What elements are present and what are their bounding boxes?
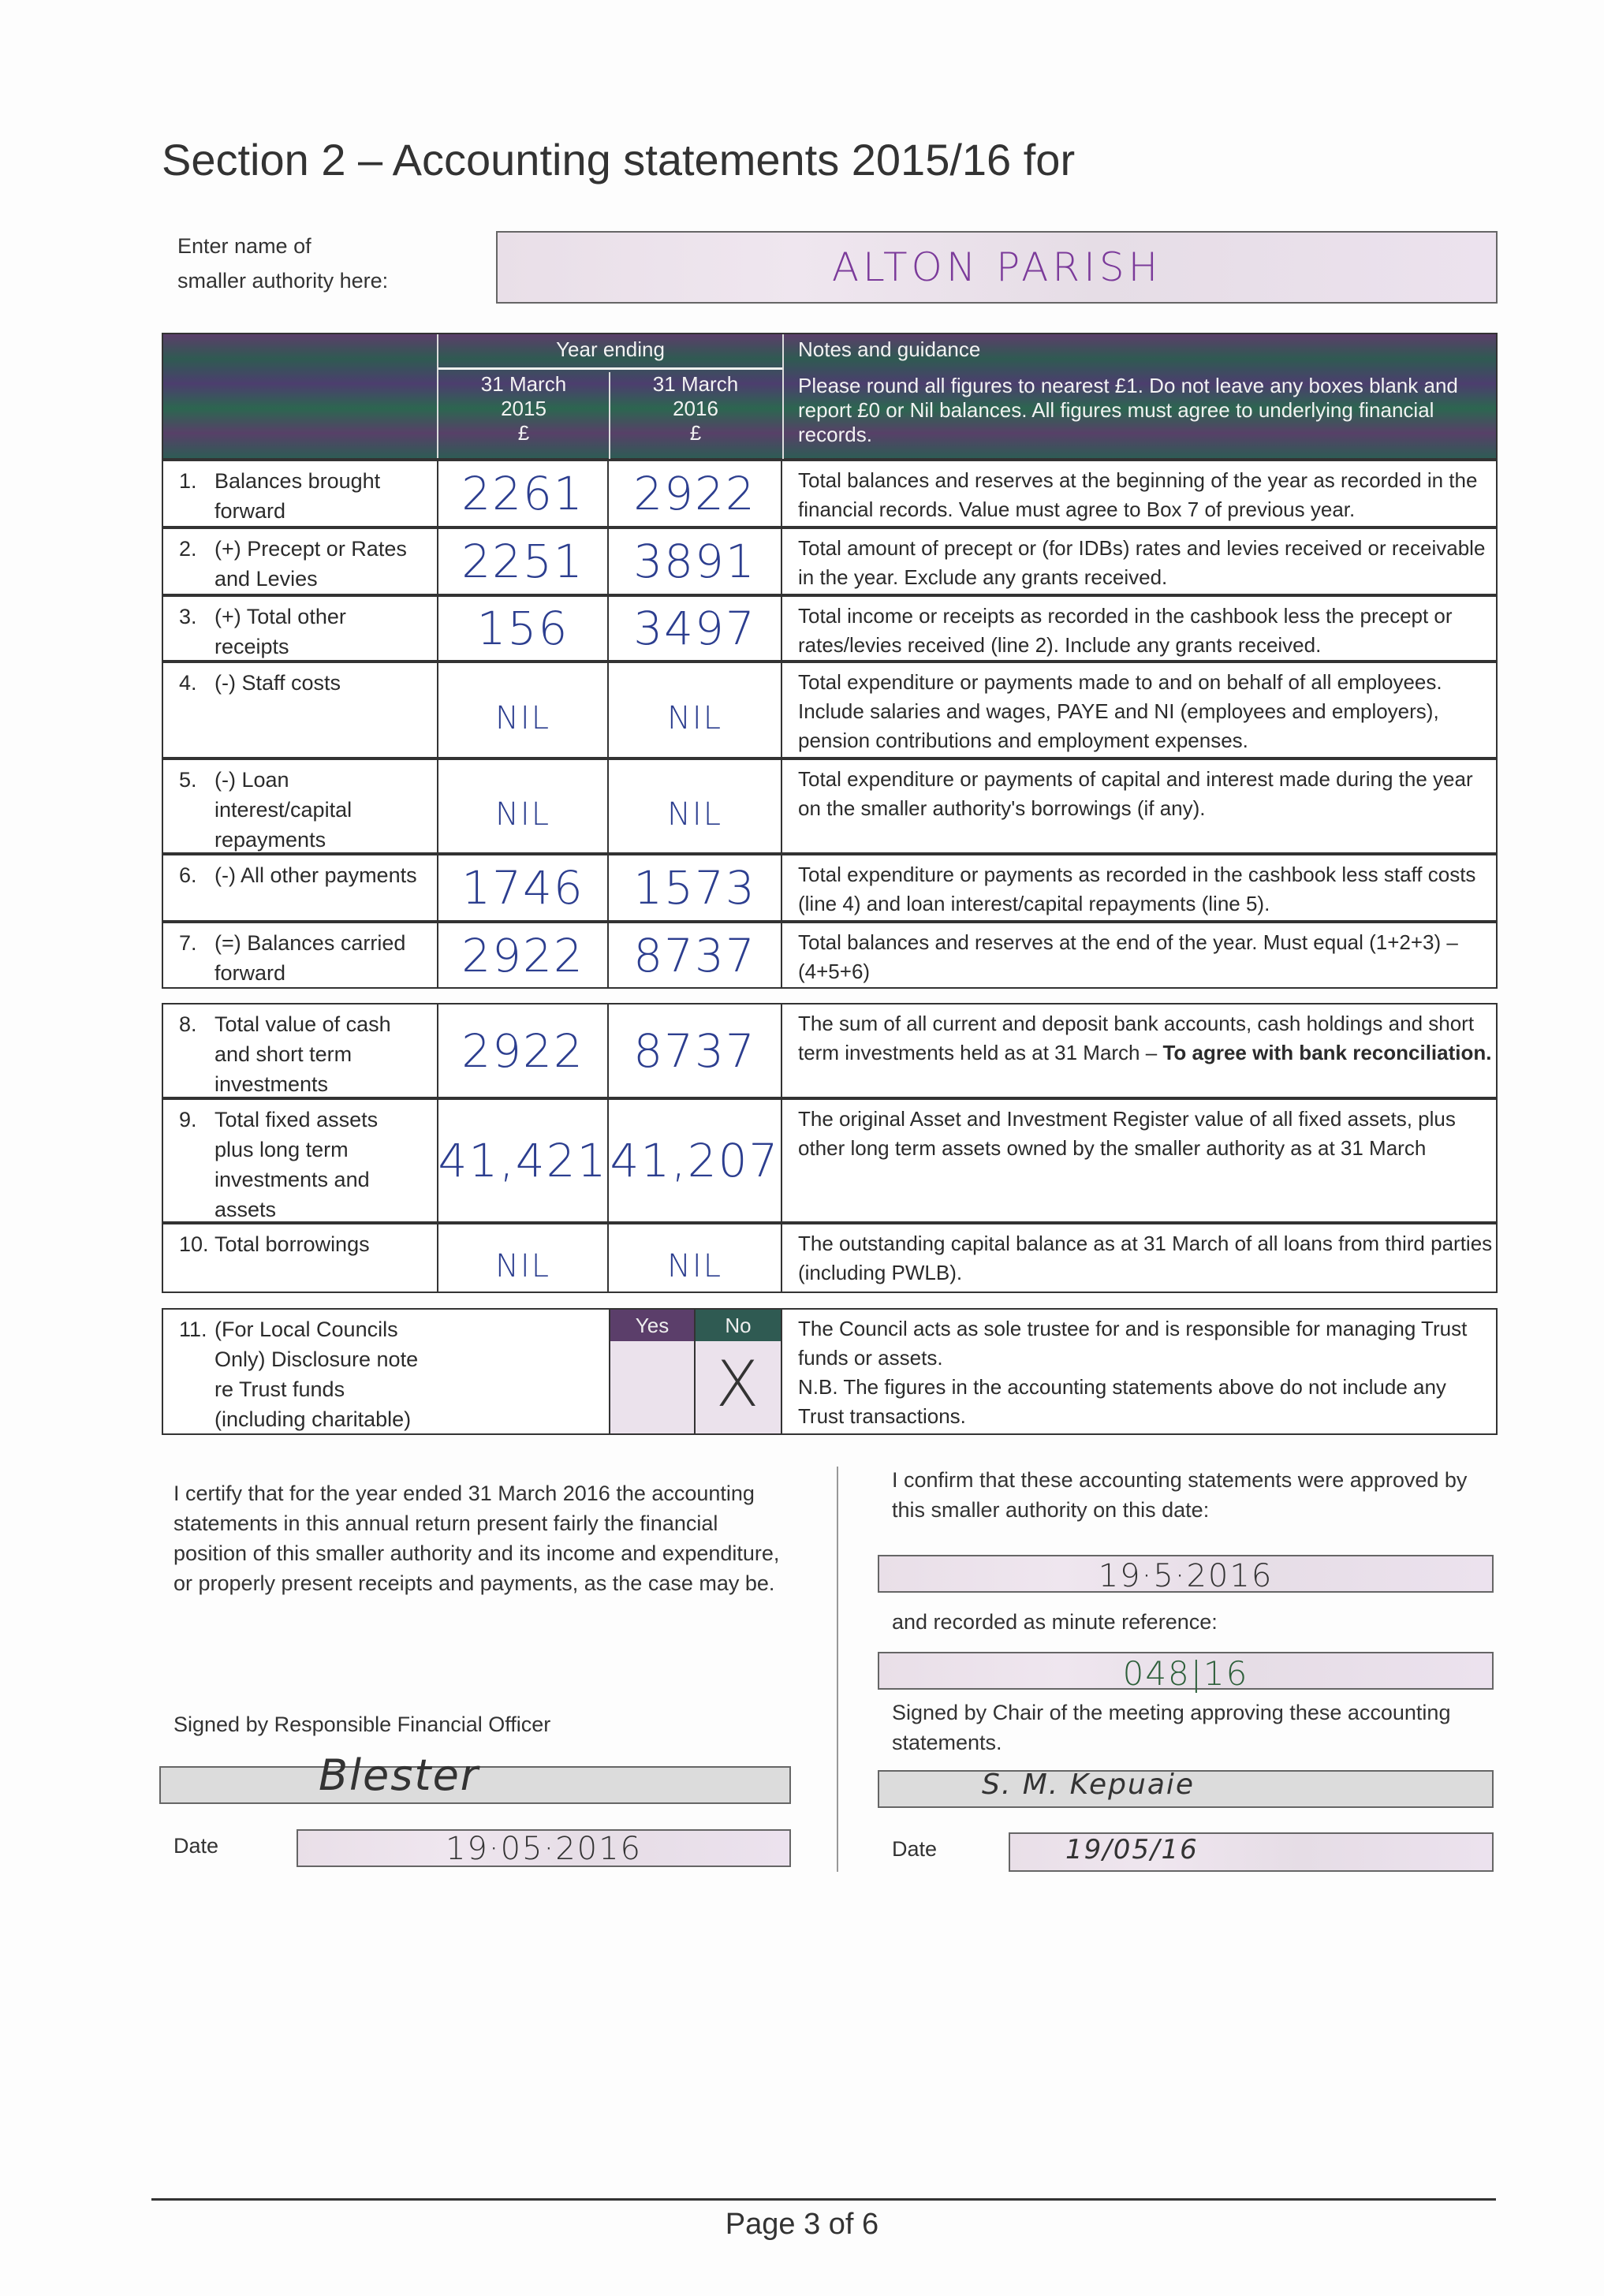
value-2016-cell[interactable] [609,1100,782,1221]
row-number: 2. [179,537,197,561]
trust-no-box[interactable] [696,1310,782,1433]
rfo-date-label: Date [173,1834,219,1858]
page-number: Page 3 of 6 [725,2208,879,2241]
trust-yes-label: Yes [635,1314,670,1337]
authority-label-line1: Enter name of [177,234,311,258]
row-number: 3. [179,605,197,628]
row-note-text: The outstanding capital balance as at 31 March of all loans from third parties (including PWLB). [798,1232,1493,1284]
value-2016: 2922 [633,467,756,520]
row-note-bold: To agree with bank reconciliation. [1162,1041,1492,1064]
header-2015-line1: 31 March [480,372,567,396]
table-row [162,1098,1498,1223]
row-label-text: (-) Staff costs [214,671,341,695]
header-notes-title: Notes and guidance [798,337,981,361]
value-2015: 2251 [461,535,584,588]
chair-signature: S. M. Kepuaie [982,1769,1196,1801]
table-row [162,854,1498,922]
row-note [782,663,1496,757]
approval-date: 19·5·2016 [1098,1558,1274,1594]
value-2015-cell[interactable] [438,1224,609,1292]
header-notes-text: Please round all figures to nearest £1. Do not leave any boxes blank and report £0 or Nil balances. All figures must agree to underlying financial records. [798,374,1458,446]
row-note-text: Total balances and reserves at the end of the year. Must equal (1+2+3) – (4+5+6) [798,930,1458,983]
value-2016: 8737 [633,928,756,982]
row-label [163,597,438,660]
trust-yes-box[interactable] [609,1310,696,1433]
trust-no-mark: X [715,1347,761,1421]
row-number: 7. [179,931,197,955]
value-2015-cell[interactable] [438,1004,609,1097]
row-note [782,597,1496,660]
value-2016: 8737 [633,1023,756,1078]
row-number: 4. [179,671,197,695]
trust-row [162,1308,1498,1435]
trust-note-1: The Council acts as sole trustee for and is responsible for managing Trust funds or assets. [798,1317,1468,1370]
header-2015-line3: £ [517,421,530,445]
table-row [162,527,1498,595]
trust-note-2: N.B. The figures in the accounting statements above do not include any Trust transactions. [798,1375,1446,1428]
chair-signature-field[interactable] [878,1770,1494,1808]
minute-reference: 048|16 [1122,1654,1249,1693]
chair-date-label: Date [892,1837,938,1861]
header-2016-line3: £ [689,421,702,445]
table-row [162,460,1498,527]
table-row [162,1223,1498,1293]
trust-no-label: No [725,1314,752,1337]
value-2016-cell[interactable] [609,663,782,757]
row-label [163,529,438,594]
value-2015-cell[interactable] [438,760,609,852]
value-2015-cell[interactable] [438,529,609,594]
authority-label [177,229,388,298]
trust-note [782,1310,1496,1433]
row-note-text: The original Asset and Investment Register value of all fixed assets, plus other long term assets owned by the smaller authority as at 31 March [798,1107,1456,1160]
value-2016-cell[interactable] [609,461,782,526]
row-label [163,461,438,526]
value-2016: 41,207 [610,1134,780,1187]
row-label-text: (=) Balances carried forward [214,931,406,985]
value-2016: 3497 [633,602,756,655]
value-2016-cell[interactable] [609,1224,782,1292]
row-note [782,1004,1496,1097]
value-2015: 2922 [461,928,584,982]
header-divider-v [782,334,784,458]
trust-num: 11. [179,1318,207,1341]
row-label-text: (+) Total other receipts [214,605,346,658]
table-header [162,333,1498,460]
value-2016: NIL [666,1247,722,1284]
value-2015-cell[interactable] [438,663,609,757]
row-label-text: Total borrowings [214,1232,370,1256]
approval-text: I confirm that these accounting statements were approved by this smaller authority on this date: [892,1468,1468,1522]
row-note-text: Total expenditure or payments of capital and interest made during the year on the smaller authority's borrowings (if any). [798,767,1473,820]
authority-name-field[interactable] [496,231,1498,304]
value-2015: 1746 [461,861,584,915]
value-2015: NIL [494,1247,550,1284]
row-note [782,461,1496,526]
chair-date: 19/05/16 [1065,1834,1199,1866]
row-note [782,923,1496,987]
row-note-text: Total expenditure or payments made to and on behalf of all employees. Include salaries and wages, PAYE and NI (employees and employers), pension contributions and employment expenses. [798,670,1442,752]
table-row [162,758,1498,854]
rfo-date: 19·05·2016 [445,1831,643,1867]
value-2016-cell[interactable] [609,760,782,852]
value-2015-cell[interactable] [438,1100,609,1221]
header-2015 [438,372,610,459]
column-divider [837,1467,838,1872]
table-row [162,1003,1498,1098]
row-note-text: Total income or receipts as recorded in the cashbook less the precept or rates/levies received (line 2). Include any grants received. [798,604,1453,657]
value-2015-cell[interactable] [438,923,609,987]
row-number: 5. [179,768,197,792]
value-2016: NIL [666,699,722,736]
footer-rule [151,2198,1496,2201]
row-label-text: Balances brought forward [214,469,381,523]
row-number: 9. [179,1108,197,1131]
value-2015: 2261 [461,467,584,520]
table-row [162,922,1498,989]
header-2016-line2: 2016 [673,397,718,420]
row-label [163,855,438,920]
chair-date-field[interactable] [1009,1832,1494,1872]
value-2015: 156 [476,602,569,655]
header-2015-line2: 2015 [501,397,546,420]
rfo-certification-text: I certify that for the year ended 31 March 2016 the accounting statements in this annual return present fairly the financial position of this smaller authority and its income and expenditure, or properly present receipts and payments, as the case may be. [173,1482,780,1595]
row-note [782,529,1496,594]
row-label-text: Total fixed assets plus long term investments and assets [214,1108,379,1221]
minute-field[interactable] [878,1652,1494,1693]
value-2015: NIL [494,699,550,736]
header-2016-line1: 31 March [652,372,739,396]
value-2015-cell[interactable] [438,597,609,660]
value-2016: 3891 [633,535,756,588]
row-number: 8. [179,1012,197,1036]
row-label-text: (-) Loan interest/capital repayments [214,768,353,852]
minute-label: and recorded as minute reference: [892,1610,1218,1634]
row-label [163,663,438,757]
page-title: Section 2 – Accounting statements 2015/16 for [162,135,1076,184]
row-label-text: Total value of cash and short term investments [214,1012,391,1096]
row-label [163,923,438,987]
row-note-text: The sum of all current and deposit bank accounts, cash holdings and short term investments held as at 31 March – [798,1012,1475,1064]
row-note [782,855,1496,920]
value-2016-cell[interactable] [609,923,782,987]
row-note-text: Total balances and reserves at the beginning of the year as recorded in the financial records. Value must agree to Box 7 of previous year. [798,468,1478,521]
row-label [163,760,438,852]
trust-label-text: (For Local Councils Only) Disclosure note re Trust funds (including charitable) [214,1318,419,1431]
value-2015: 2922 [461,1023,584,1078]
authority-label-line2: smaller authority here: [177,269,389,293]
value-2016-cell[interactable] [609,1004,782,1097]
value-2016-cell[interactable] [609,529,782,594]
row-note-text: Total expenditure or payments as recorded in the cashbook less staff costs (line 4) and loan interest/capital repayments (line 5). [798,863,1476,915]
header-blank [163,334,438,458]
rfo-signature-field[interactable] [159,1750,791,1804]
table-row [162,595,1498,662]
row-note [782,760,1496,852]
value-2016-cell[interactable] [609,855,782,920]
row-number: 1. [179,469,197,493]
value-2015-cell[interactable] [438,461,609,526]
value-2015: 41,421 [438,1134,608,1187]
value-2016: NIL [666,796,722,833]
header-2016 [609,372,784,459]
approval-date-field[interactable] [878,1555,1494,1593]
rfo-signature: Blester [319,1750,480,1800]
row-label [163,1004,438,1097]
row-note [782,1100,1496,1221]
row-note [782,1224,1496,1292]
row-label [163,1100,438,1221]
row-label-text: (+) Precept or Rates and Levies [214,537,407,591]
row-label-text: (-) All other payments [214,863,417,887]
chair-signed-label: Signed by Chair of the meeting approving these accounting statements. [892,1701,1451,1754]
row-label [163,1224,438,1292]
authority-name-value: ALTON PARISH [831,244,1162,290]
rfo-signed-label: Signed by Responsible Financial Officer [173,1713,551,1736]
table-row [162,662,1498,758]
value-2015: NIL [494,796,550,833]
rfo-date-field[interactable] [297,1829,791,1867]
value-2015-cell[interactable] [438,855,609,920]
trust-label [163,1310,609,1433]
row-note-text: Total amount of precept or (for IDBs) rates and levies received or receivable in the year. Exclude any grants received. [798,536,1486,589]
row-number: 10. [179,1232,209,1256]
header-year-ending: Year ending [556,337,665,361]
row-number: 6. [179,863,197,887]
value-2016: 1573 [633,861,756,915]
value-2016-cell[interactable] [609,597,782,660]
header-divider [438,367,782,370]
